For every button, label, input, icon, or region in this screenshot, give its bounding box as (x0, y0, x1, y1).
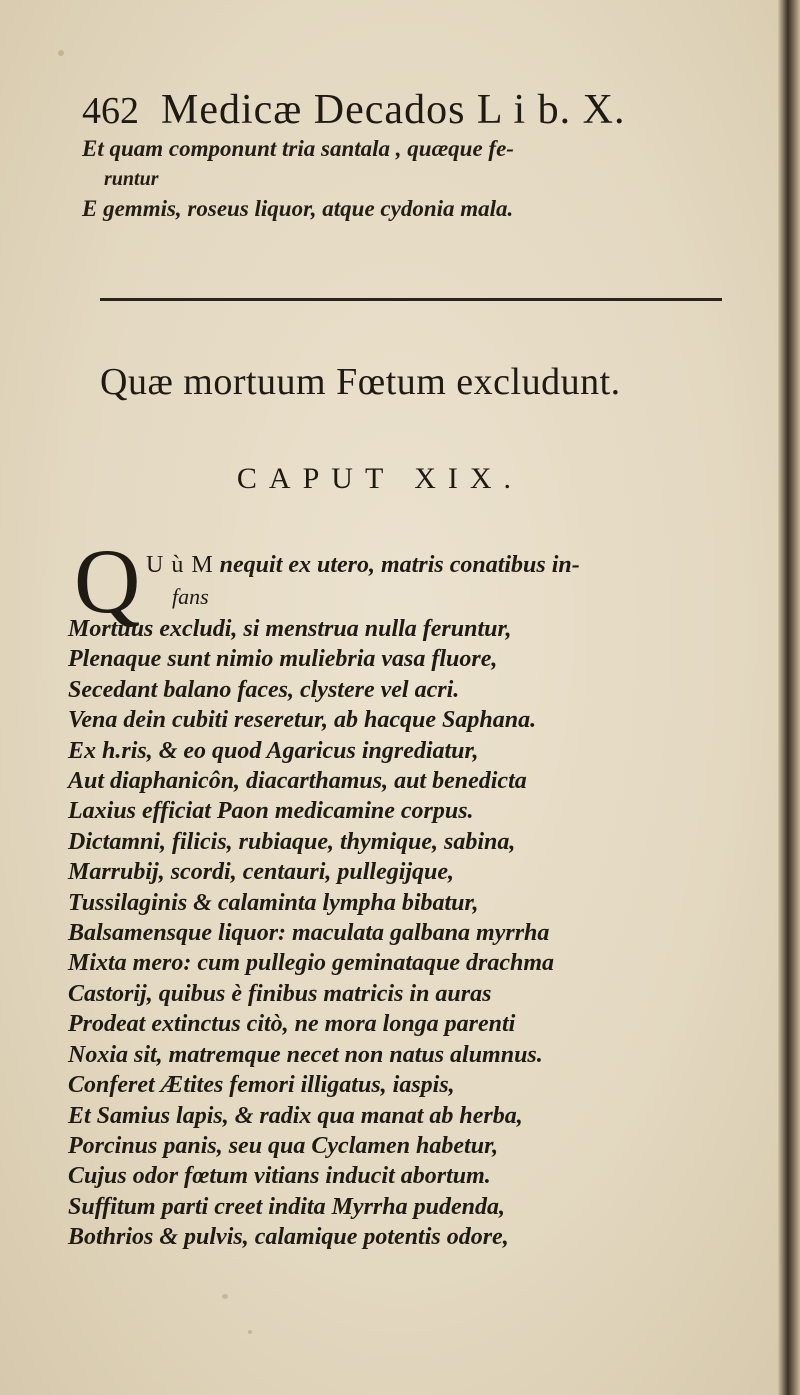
page-gutter (778, 0, 800, 1395)
verse-line: Noxia sit, matremque necet non natus alumnus. (68, 1041, 543, 1068)
section-rule (100, 298, 722, 301)
verse-line: Laxius efficiat Paon medicamine corpus. (68, 798, 474, 825)
verse-block (68, 614, 708, 1253)
running-head (82, 86, 682, 142)
verse-line: Cujus odor fœtum vitians inducit abortum. (68, 1163, 491, 1190)
verse-line: Conferet Ætites femori illigatus, iaspis, (68, 1072, 455, 1099)
verse-line: Vena dein cubiti reseretur, ab hacque Saphana. (68, 707, 537, 734)
verse-line: Ex h.ris, & eo quod Agaricus ingrediatur, (68, 737, 479, 764)
intro-line-2: runtur (104, 168, 159, 190)
first-smallcaps: U ù M (146, 552, 214, 578)
verse-line: Dictamni, filicis, rubiaque, thymique, sabina, (68, 828, 516, 855)
running-title: Medicæ Decados L i b. X. (161, 87, 626, 133)
paper-spot (222, 1294, 228, 1299)
first-verse-line (146, 552, 786, 579)
first-verse-continuation: fans (172, 584, 209, 609)
intro-line-3: E gemmis, roseus liquor, atque cydonia mala. (82, 196, 514, 221)
verse-line: Bothrios & pulvis, calamique potentis odore, (68, 1224, 509, 1251)
verse-line: Porcinus panis, seu qua Cyclamen habetur, (68, 1132, 499, 1159)
paper-spot (248, 1330, 252, 1334)
verse-line: Marrubij, scordi, centauri, pullegijque, (68, 859, 455, 886)
page-number: 462 (82, 90, 139, 132)
first-verse-rest: nequit ex utero, matris conatibus in- (219, 552, 580, 578)
section-title: Quæ mortuum Fœtum excludunt. (100, 361, 621, 403)
verse-line: Et Samius lapis, & radix qua manat ab herba, (68, 1102, 523, 1129)
verse-line: Mixta mero: cum pullegio geminataque drachma (68, 950, 555, 977)
intro-line-1: Et quam componunt tria santala , quæque fe- (82, 136, 514, 161)
verse-line: Aut diaphanicôn, diacarthamus, aut benedicta (68, 768, 527, 795)
verse-line: Mortuus excludi, si menstrua nulla feruntur, (68, 616, 512, 642)
verse-line: Balsamensque liquor: maculata galbana myrrha (68, 920, 550, 947)
chapter-heading: CAPUT XIX. (236, 462, 524, 495)
verse-line: Castorij, quibus è finibus matricis in auras (68, 980, 492, 1007)
verse-line: Secedant balano faces, clystere vel acri. (68, 676, 460, 703)
verse-line: Suffitum parti creet indita Myrrha pudenda, (68, 1193, 505, 1220)
verse-line: Tussilaginis & calaminta lympha bibatur, (68, 889, 479, 916)
verse-line: Plenaque sunt nimio muliebria vasa fluore, (68, 646, 498, 673)
paper-spot (58, 50, 64, 56)
verse-line: Prodeat extinctus citò, ne mora longa parenti (68, 1011, 516, 1038)
drop-cap: Q (74, 530, 141, 632)
